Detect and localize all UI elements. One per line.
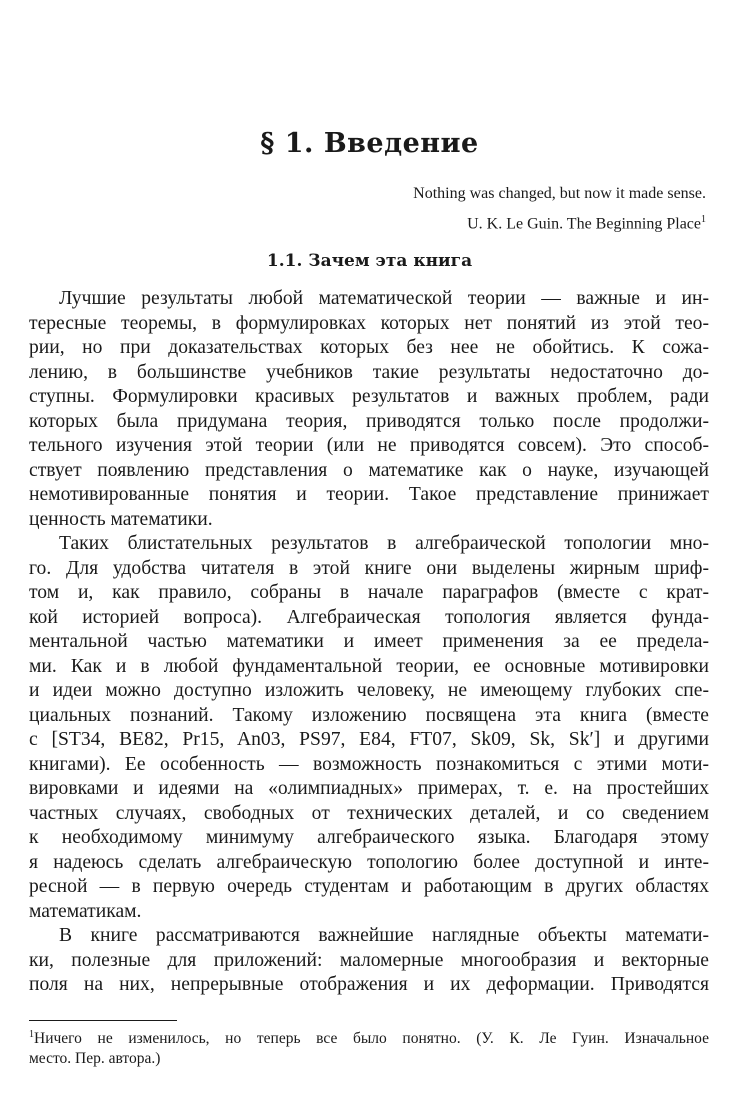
text-line: лению, в большинстве учебников такие результаты недостаточно до- [29, 361, 709, 383]
text-line: я надеюсь сделать алгебраическую топологию более доступной и инте- [29, 851, 709, 873]
text-line: го. Для удобства читателя в этой книге они выделены жирным шриф- [29, 557, 709, 579]
text-line: ресной — в первую очередь студентам и работающим в других областях [29, 876, 709, 897]
text-line: рии, но при доказательствах которых без нее не обойтись. К сожа- [29, 337, 709, 358]
footnote [29, 1025, 709, 1069]
footnote-divider [29, 1020, 177, 1021]
section-title: § 1. Введение [260, 128, 479, 159]
footnote-line: место. Пер. автора.) [29, 1050, 161, 1068]
text-line: поля на них, непрерывные отображения и их деформации. Приводятся [29, 974, 709, 995]
text-line: вировками и идеями на «олимпиадных» примерах, т. е. на простейших [29, 778, 709, 799]
text-line: ки, полезные для приложений: маломерные многообразия и векторные [29, 949, 709, 971]
footnote-text: Ничего не изменилось, но теперь все было понятно. (У. К. Ле Гуин. Изначальное [34, 1030, 709, 1048]
text-line: ступны. Формулировки красивых результатов и важных проблем, ради [29, 386, 709, 407]
text-line: книгами). Ее особенность — возможность познакомиться с этими моти- [29, 753, 709, 775]
footnote-mark: 1 [29, 1029, 34, 1040]
footnote-line [29, 1025, 709, 1049]
epigraph [413, 181, 706, 237]
text-line: частных случаях, свободных от технических деталей, и со сведением [29, 802, 709, 824]
text-line: ми. Как и в любой фундаментальной теории, ее основные мотивировки [29, 655, 709, 677]
text-line: и идеи можно доступно изложить человеку, не имеющему глубоких спе- [29, 680, 709, 701]
text-line: В книге рассматриваются важнейшие наглядные объекты математи- [59, 925, 709, 946]
epigraph-attribution [413, 207, 706, 237]
epigraph-attribution-text: U. K. Le Guin. The Beginning Place [467, 215, 701, 233]
text-line: немотивированные понятия и теории. Такое представление принижает [29, 484, 709, 505]
text-line: с [ST34, BE82, Pr15, An03, PS97, E84, FT07, Sk09, Sk, Sk′] и другими [29, 729, 709, 750]
text-line: тельного изучения этой теории (или не приводятся совсем). Это способ- [29, 435, 709, 456]
text-line: ствует появлению представления о математике как о науке, изучающей [29, 459, 709, 481]
text-line: тересные теоремы, в формулировках которых нет понятий из этой тео- [29, 312, 709, 334]
text-line: ментальной частью математики и имеет применения за ее предела- [29, 631, 709, 652]
epigraph-quote: Nothing was changed, but now it made sense. [413, 185, 706, 202]
subsection-title: 1.1. Зачем эта книга [266, 251, 473, 271]
text-line: кой историей вопроса). Алгебраическая топология является фунда- [29, 606, 709, 628]
text-line: Лучшие результаты любой математической теории — важные и ин- [59, 288, 709, 309]
text-line: том и, как правило, собраны в начале параграфов (вместе с крат- [29, 582, 709, 603]
text-line: Таких блистательных результатов в алгебраической топологии мно- [59, 533, 709, 554]
paragraph [29, 287, 709, 532]
text-line: которых была придумана теория, приводятся только после продолжи- [29, 410, 709, 432]
paragraph [29, 532, 709, 924]
text-line: циальных познаний. Такому изложению посвящена эта книга (вместе [29, 704, 709, 726]
text-line: математикам. [29, 900, 142, 922]
footnote-reference[interactable]: 1 [701, 214, 706, 225]
paragraph [29, 924, 709, 998]
text-line: к необходимому минимуму алгебраического языка. Благодаря этому [29, 827, 709, 848]
body-text [29, 287, 709, 998]
text-line: ценность математики. [29, 508, 213, 530]
